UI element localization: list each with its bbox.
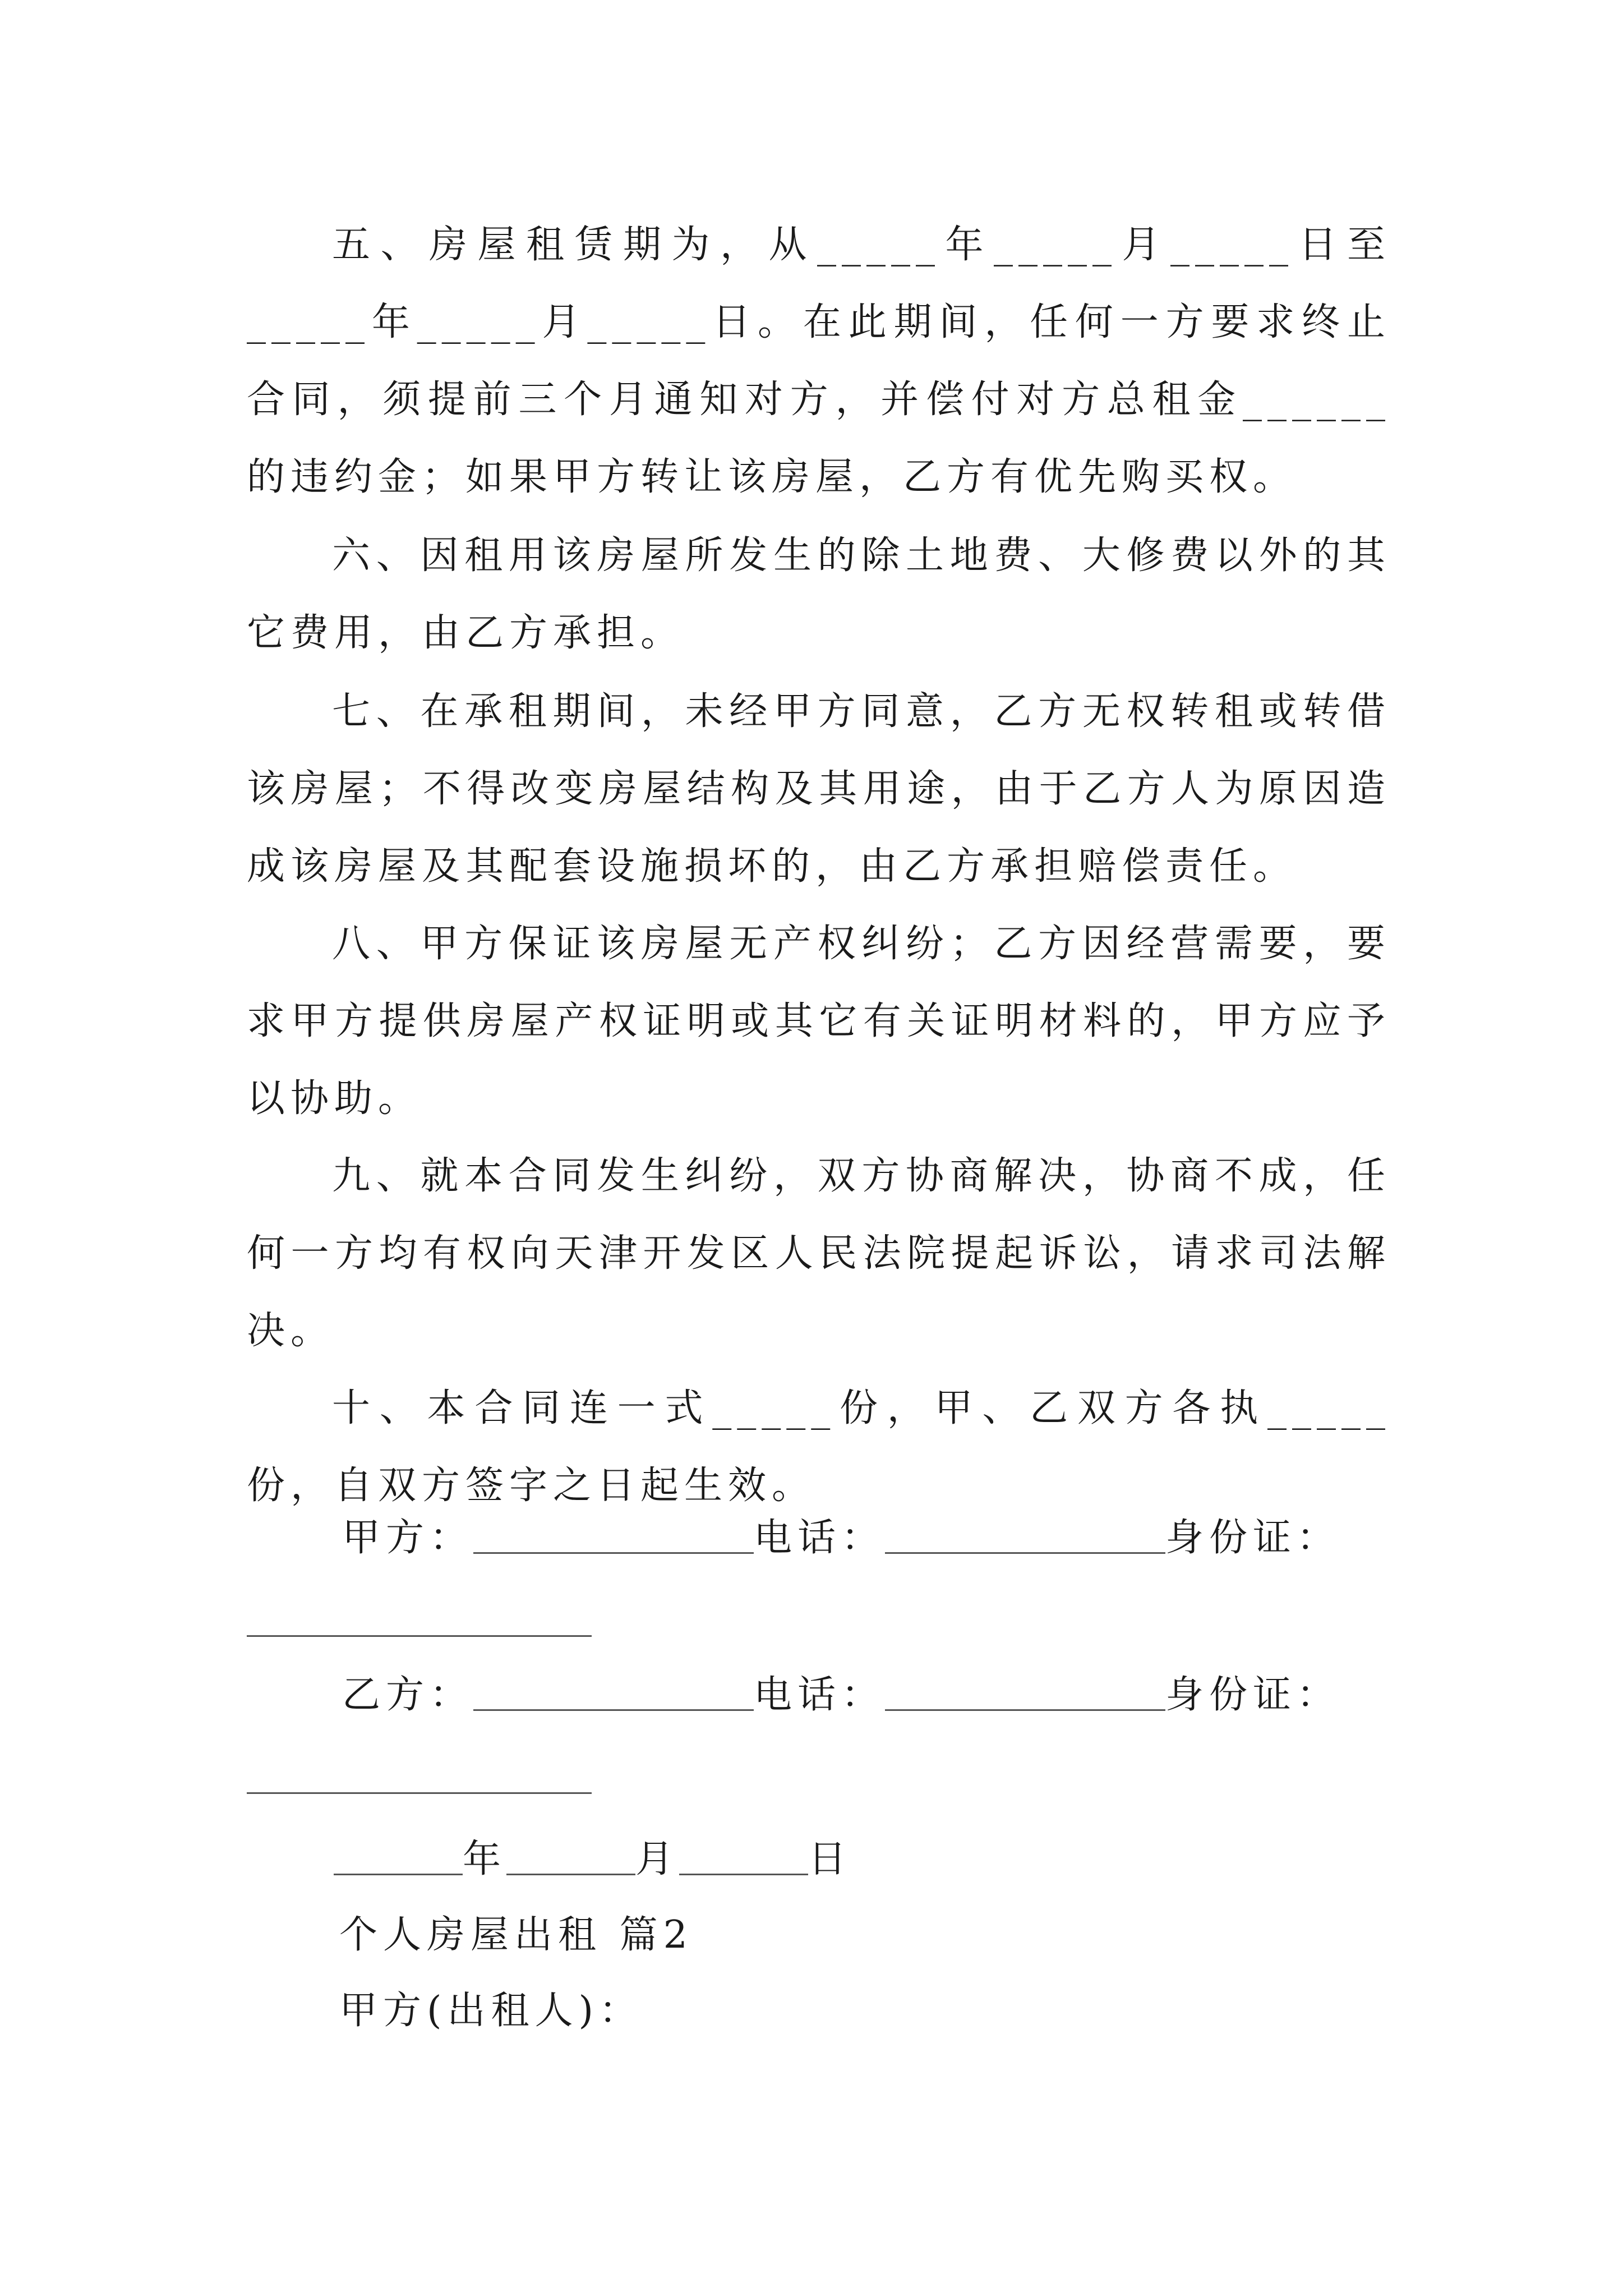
party-a-label: 甲方： — [342, 1516, 474, 1560]
year-blank[interactable] — [334, 1840, 463, 1875]
party-a-id-blank[interactable] — [247, 1635, 592, 1637]
party-a-signature-row — [342, 1516, 1340, 1561]
party-a-phone-label: 电话： — [754, 1516, 886, 1560]
party-b-name-blank[interactable] — [473, 1676, 754, 1711]
clause-8: 八、甲方保证该房屋无产权纠纷；乙方因经营需要，要求甲方提供房屋产权证明或其它有关证明材料的，甲方应予以协助。 — [247, 922, 1391, 1121]
party-b-label: 乙方： — [342, 1673, 474, 1717]
clause-10: 十、本合同连一式_____份，甲、乙双方各执_____份，自双方签字之日起生效。 — [247, 1386, 1391, 1508]
party-b-phone-label: 电话： — [754, 1673, 886, 1717]
year-label: 年 — [463, 1837, 507, 1881]
day-label: 日 — [808, 1837, 852, 1881]
party-a-name-blank[interactable] — [473, 1519, 754, 1554]
clause-9: 九、就本合同发生纠纷，双方协商解决，协商不成，任何一方均有权向天津开发区人民法院提起诉讼，请求司法解决。 — [247, 1154, 1391, 1353]
clause-7: 七、在承租期间，未经甲方同意，乙方无权转租或转借该房屋；不得改变房屋结构及其用途，由于乙方人为原因造成该房屋及其配套设施损坏的，由乙方承担赔偿责任。 — [247, 689, 1391, 889]
party-a-phone-blank[interactable] — [885, 1519, 1165, 1554]
clause-5: 五、房屋租赁期为，从_____年_____月_____日至_____年_____月_____日。在此期间，任何一方要求终止合同，须提前三个月通知对方，并偿付对方总租金______的违约金；如果甲方转让该房屋，乙方有优先购买权。 — [247, 223, 1391, 499]
lessor-label: 甲方(出租人)： — [339, 1989, 643, 2033]
signing-date-row — [334, 1829, 852, 1883]
party-b-phone-blank[interactable] — [885, 1676, 1165, 1711]
party-b-id-blank[interactable] — [247, 1792, 592, 1794]
month-label: 月 — [635, 1837, 680, 1881]
party-a-id-label: 身份证： — [1165, 1516, 1341, 1560]
clause-6: 六、因租用该房屋所发生的除土地费、大修费以外的其它费用，由乙方承担。 — [247, 533, 1391, 655]
party-b-id-label: 身份证： — [1165, 1673, 1341, 1717]
month-blank[interactable] — [506, 1840, 635, 1875]
party-b-signature-row — [342, 1673, 1340, 1718]
day-blank[interactable] — [679, 1840, 808, 1875]
section-2-heading: 个人房屋出租 篇2 — [339, 1913, 693, 1957]
